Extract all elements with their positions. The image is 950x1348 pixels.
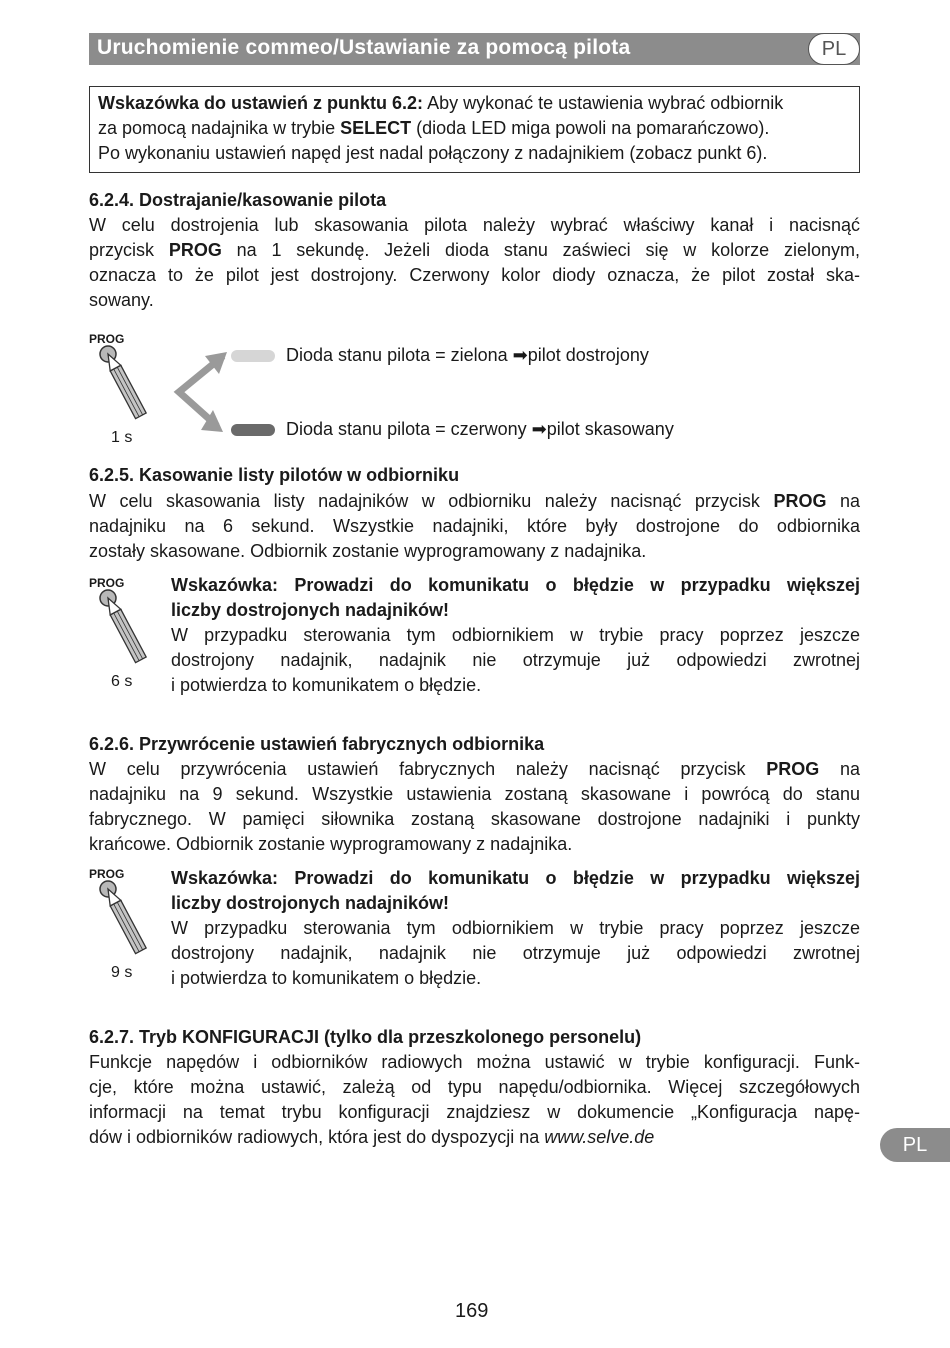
hint-title: Wskazówka: Prowadzi do komunikatu o błędzie w przypadku większej <box>171 868 860 888</box>
hint-line: W przypadku sterowania tym odbiornikiem w trybie pracy poprzez jeszcze <box>171 918 860 938</box>
note-bold-prefix: Wskazówka do ustawień z punktu 6.2: <box>98 93 424 113</box>
language-side-tab: PL <box>880 1128 950 1162</box>
arrow-right-icon: ➡ <box>531 419 547 439</box>
hint-title: Wskazówka: Prowadzi do komunikatu o błędzie w przypadku większej <box>171 575 860 595</box>
hint-block <box>171 866 860 991</box>
section-heading-6-2-4: 6.2.4. Dostrajanie/kasowanie pilota <box>89 190 387 210</box>
led-red-result: pilot skasowany <box>546 419 674 439</box>
note-text: Po wykonaniu ustawień napęd jest nadal połączony z nadajnikiem (zobacz punkt 6). <box>98 143 768 163</box>
paragraph-line: nadajniku na 9 sekund. Wszystkie ustawienia zostaną skasowane i powrócą do stanu <box>89 784 860 804</box>
led-green-row <box>286 345 649 366</box>
section-text-6-2-6 <box>89 757 860 857</box>
section-text-6-2-5 <box>89 489 860 564</box>
prog-label: PROG <box>89 576 125 590</box>
paragraph-line: krańcowe. Odbiornik zostanie wyprogramowany z nadajnika. <box>89 834 573 854</box>
section-text-6-2-7 <box>89 1050 860 1150</box>
note-text: za pomocą nadajnika w trybie <box>98 118 341 138</box>
led-red-row <box>286 419 674 440</box>
section-heading-6-2-7: 6.2.7. Tryb KONFIGURACJI (tylko dla przeszkolonego personelu) <box>89 1027 642 1047</box>
prog-keyword: PROG <box>766 759 820 779</box>
paragraph-line: nadajniku na 6 sekund. Wszystkie nadajniki, które były dostrojone do odbiornika <box>89 516 860 536</box>
pencil-press-icon <box>94 588 164 674</box>
paragraph-line: cje, które można ustawić, zależą od typu napędu/odbiornika. Więcej szczegółowych <box>89 1077 860 1097</box>
paragraph-text: dów i odbiorników radiowych, która jest do dyspozycji na <box>89 1127 545 1147</box>
hint-title: liczby dostrojonych nadajników! <box>171 600 450 620</box>
page-title: Uruchomienie commeo/Ustawianie za pomocą pilota <box>97 36 631 59</box>
hint-line: i potwierdza to komunikatem o błędzie. <box>171 968 482 988</box>
led-red-indicator <box>231 424 275 436</box>
section-heading-6-2-5: 6.2.5. Kasowanie listy pilotów w odbiorniku <box>89 465 460 485</box>
pencil-press-icon <box>94 344 164 430</box>
paragraph-line: sowany. <box>89 290 154 310</box>
note-text: (dioda LED miga powoli na pomarańczowo). <box>411 118 770 138</box>
press-duration: 1 s <box>111 429 133 446</box>
page-number: 169 <box>455 1300 489 1322</box>
language-badge: PL <box>808 33 860 65</box>
paragraph-line: fabrycznego. W pamięci siłownika zostaną skasowane dostrojone nadajniki i punkty <box>89 809 860 829</box>
paragraph-line: W celu dostrojenia lub skasowania pilota należy wybrać właściwy kanał i nacisnąć <box>89 215 860 235</box>
paragraph-text: W celu przywrócenia ustawień fabrycznych należy nacisnąć przycisk <box>89 759 767 779</box>
paragraph-text: W celu skasowania listy nadajników w odbiorniku należy nacisnąć przycisk <box>89 491 774 511</box>
website-link[interactable]: www.selve.de <box>544 1127 655 1147</box>
paragraph-line: zostały skasowane. Odbiornik zostanie wyprogramowany z nadajnika. <box>89 541 647 561</box>
hint-line: i potwierdza to komunikatem o błędzie. <box>171 675 482 695</box>
paragraph-line: oznacza to że pilot jest dostrojony. Czerwony kolor diody oznacza, że pilot został ska- <box>89 265 860 285</box>
arrow-right-icon: ➡ <box>512 345 528 365</box>
section-heading-6-2-6: 6.2.6. Przywrócenie ustawień fabrycznych odbiornika <box>89 734 545 754</box>
paragraph-line: informacji na temat trybu konfiguracji znajdziesz w dokumencie „Konfiguracja napę- <box>89 1102 860 1122</box>
hint-title: liczby dostrojonych nadajników! <box>171 893 450 913</box>
prog-keyword: PROG <box>168 240 222 260</box>
led-green-result: pilot dostrojony <box>527 345 649 365</box>
hint-line: dostrojony nadajnik, nadajnik nie otrzymuje już odpowiedzi zwrotnej <box>171 650 860 670</box>
prog-keyword: PROG <box>773 491 827 511</box>
led-green-label: Dioda stanu pilota = zielona <box>286 345 508 365</box>
led-green-indicator <box>231 350 275 362</box>
paragraph-text: na <box>826 491 860 511</box>
paragraph-text: na 1 sekundę. Jeżeli dioda stanu zaświeci się w kolorze zielonym, <box>221 240 860 260</box>
prog-label: PROG <box>89 867 125 881</box>
note-text: Aby wykonać te ustawienia wybrać odbiornik <box>423 93 784 113</box>
led-red-label: Dioda stanu pilota = czerwony <box>286 419 527 439</box>
note-select-keyword: SELECT <box>340 118 412 138</box>
hint-block <box>171 573 860 698</box>
hint-line: W przypadku sterowania tym odbiornikiem w trybie pracy poprzez jeszcze <box>171 625 860 645</box>
section-text-6-2-4 <box>89 213 860 313</box>
paragraph-text: przycisk <box>89 240 169 260</box>
press-duration: 6 s <box>111 673 133 690</box>
paragraph-line: Funkcje napędów i odbiorników radiowych można ustawić w trybie konfiguracji. Funk- <box>89 1052 860 1072</box>
note-box <box>89 86 860 173</box>
prog-label: PROG <box>89 332 125 346</box>
pencil-press-icon <box>94 879 164 965</box>
hint-line: dostrojony nadajnik, nadajnik nie otrzymuje już odpowiedzi zwrotnej <box>171 943 860 963</box>
press-duration: 9 s <box>111 964 133 981</box>
branch-arrows-icon <box>165 348 231 438</box>
paragraph-text: na <box>819 759 860 779</box>
